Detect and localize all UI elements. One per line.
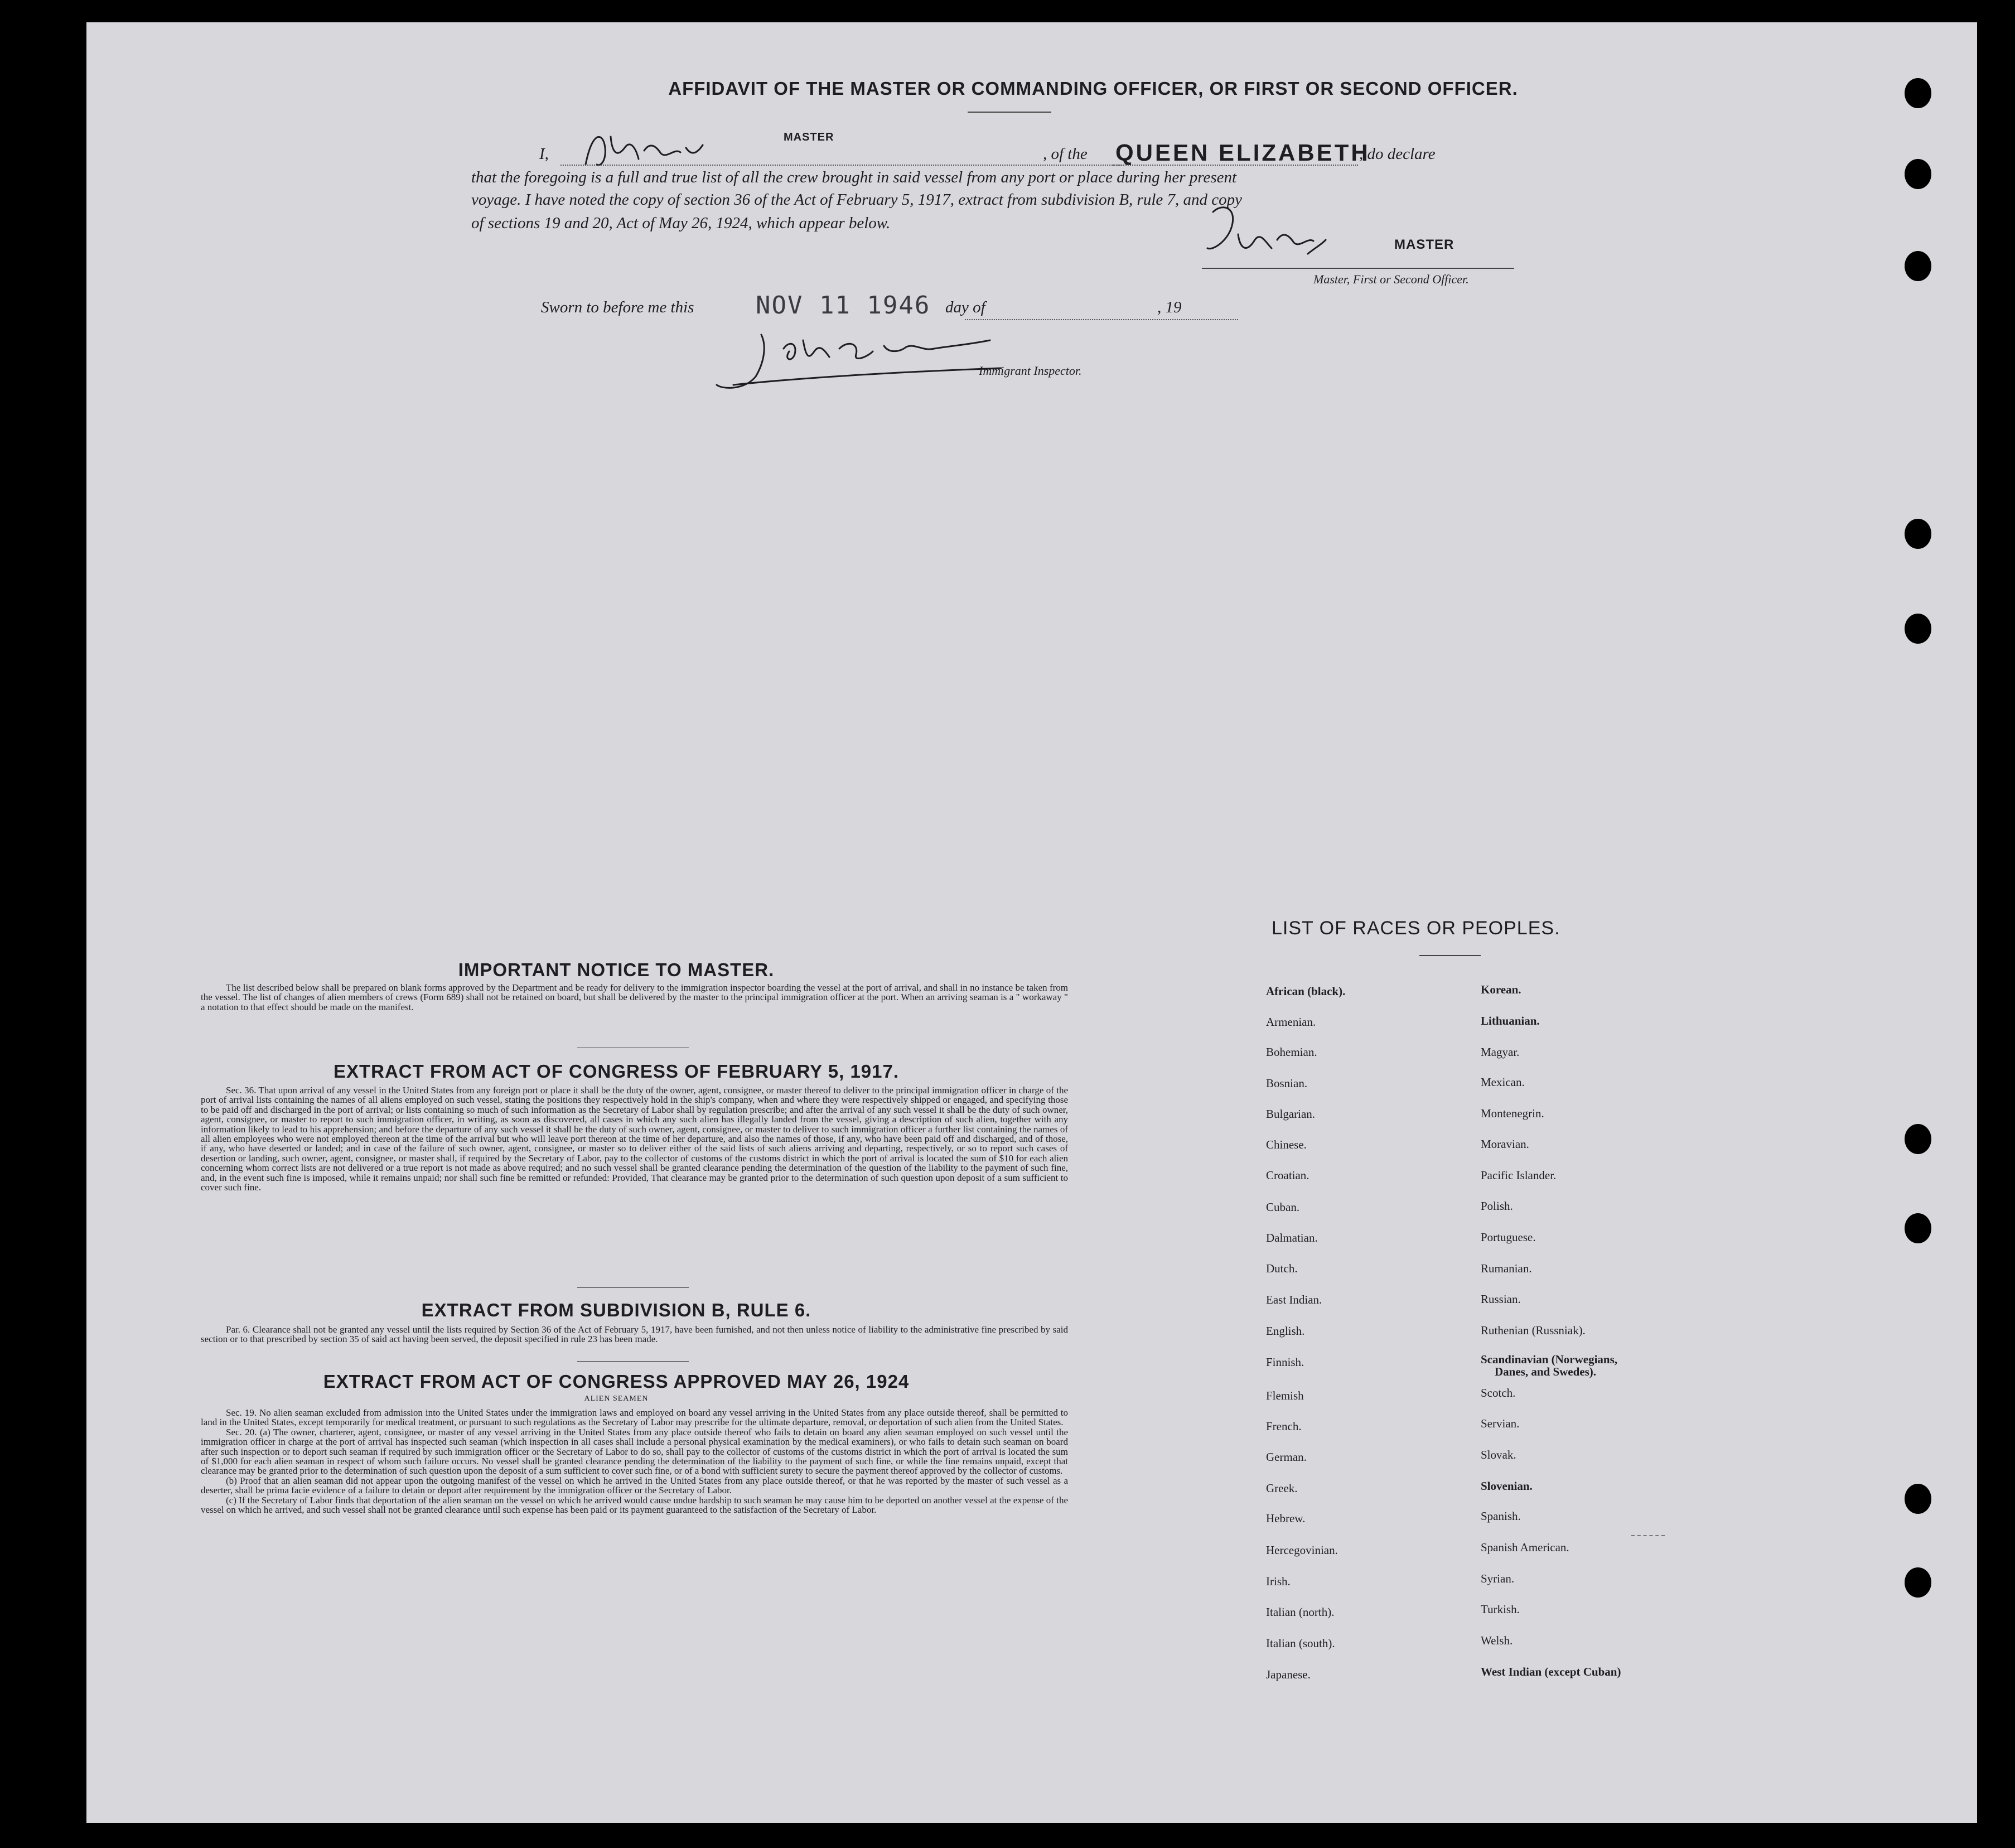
race-item: Mexican. — [1481, 1075, 1525, 1089]
binder-hole — [1905, 1124, 1931, 1154]
extract-1924-title: EXTRACT FROM ACT OF CONGRESS APPROVED MAY 26, 1924 — [323, 1371, 910, 1392]
extract-rule6-title: EXTRACT FROM SUBDIVISION B, RULE 6. — [421, 1300, 811, 1320]
race-item: West Indian (except Cuban) — [1481, 1665, 1621, 1678]
race-item: Scotch. — [1481, 1386, 1516, 1400]
race-item: Italian (south). — [1266, 1637, 1335, 1650]
vessel-name: QUEEN ELIZABETH — [1115, 139, 1370, 166]
binder-hole — [1905, 159, 1931, 189]
race-item: Welsh. — [1481, 1634, 1513, 1647]
race-item: Scandinavian (Norwegians, — [1481, 1353, 1618, 1366]
race-item: Ruthenian (Russniak). — [1481, 1324, 1586, 1337]
binder-hole — [1905, 519, 1931, 549]
race-item: Greek. — [1266, 1482, 1298, 1495]
race-item: Japanese. — [1266, 1668, 1311, 1681]
notice-title: IMPORTANT NOTICE TO MASTER. — [458, 959, 775, 980]
affidavit-line-2: voyage. I have noted the copy of section 36 of the Act of February 5, 1917, extract from subdivision B, rule 7, and copy — [471, 191, 1243, 209]
master-stamp-1: MASTER — [784, 131, 834, 143]
extract-rule6-body — [201, 1325, 1068, 1344]
race-item: African (black). — [1266, 985, 1346, 998]
binder-hole — [1905, 614, 1931, 644]
sworn-date-stamp: NOV 11 1946 — [756, 291, 931, 320]
race-item: Irish. — [1266, 1575, 1291, 1588]
binder-hole — [1905, 1484, 1931, 1514]
race-item: German. — [1266, 1450, 1307, 1464]
race-item: Syrian. — [1481, 1572, 1515, 1585]
races-title-underline — [1419, 955, 1481, 956]
affidavit-title: AFFIDAVIT OF THE MASTER OR COMMANDING OFFICER, OR FIRST OR SECOND OFFICER. — [668, 78, 1518, 99]
race-item: Rumanian. — [1481, 1262, 1532, 1275]
race-item: English. — [1266, 1324, 1305, 1338]
race-item: Lithuanian. — [1481, 1014, 1540, 1027]
inspector-caption: Immigrant Inspector. — [979, 364, 1082, 378]
title-underline — [968, 112, 1051, 113]
race-item: Russian. — [1481, 1292, 1521, 1306]
race-item: Flemish — [1266, 1389, 1304, 1402]
notice-body — [201, 983, 1068, 1012]
document-page — [86, 22, 1977, 1823]
race-item: Finnish. — [1266, 1355, 1304, 1369]
master-signature-2 — [1196, 201, 1330, 262]
sec-20c-paragraph: (c) If the Secretary of Labor finds that deportation of the alien seaman on the vessel on which he arrived would cause undue hardship to such seaman he may cause him to be deported on another vessel at the expense of the vessel on which he arrived, and such vessel shall not be granted clearance until such expense has been paid or its payment guaranteed to the satisfaction of the Secretary of Labor. — [201, 1494, 1068, 1516]
month-line — [965, 319, 1238, 320]
divider — [577, 1287, 689, 1288]
do-declare: , do declare — [1359, 145, 1436, 163]
affidavit-line-3: of sections 19 and 20, Act of May 26, 1924, which appear below. — [471, 214, 891, 232]
race-item: Croatian. — [1266, 1169, 1309, 1182]
binder-hole — [1905, 251, 1931, 281]
extract-1924-body — [201, 1408, 1068, 1514]
race-item: Cuban. — [1266, 1200, 1300, 1214]
race-item: Dalmatian. — [1266, 1231, 1318, 1244]
year-prefix: , 19 — [1157, 298, 1182, 316]
race-item: Slovak. — [1481, 1448, 1516, 1461]
race-item: Turkish. — [1481, 1603, 1520, 1616]
race-item: Pacific Islander. — [1481, 1169, 1557, 1182]
notice-paragraph: The list described below shall be prepared on blank forms approved by the Department and be ready for delivery to the immigration inspector boarding the vessel at the port of arrival, and shall in no instance be taken from the vessel. The list of changes of alien members of crews (Form 689) shall not be retained on board, but shall be delivered by the master to the principal immigration officer at the port. When an arriving seaman is a " workaway " a notation to that effect should be made on the manifest. — [201, 982, 1068, 1012]
extract-rule6-paragraph: Par. 6. Clearance shall not be granted any vessel until the lists required by Section 36 of the Act of February 5, 1917, have been furnished, and not then unless notice of liability to the administrative fine prescribed by said section or to that prescribed by section 35 of said act having been served, the deposit specified in rule 23 has been made. — [201, 1324, 1068, 1345]
officer-signature-line — [1202, 268, 1514, 269]
master-stamp-2: MASTER — [1394, 237, 1455, 252]
race-item: Armenian. — [1266, 1015, 1316, 1029]
race-item: Danes, and Swedes). — [1495, 1365, 1597, 1378]
race-item: East Indian. — [1266, 1293, 1322, 1306]
sec-20a-paragraph: Sec. 20. (a) The owner, charterer, agent, consignee, or master of any vessel arriving in the United States from any place outside thereof who fails to detain on board any alien seaman employed on such vessel until the immigration officer in charge at the port of arrival has inspected such seaman (which inspection in all cases shall include a personal physical examination by the medical examiners), or who fails to detain such seaman on board after such inspection or to deport such seaman if required by such immigration officer or the Secretary of Labor to do so, shall pay to the collector of customs of the customs district in which the port of arrival is located the sum of $1,000 for each alien seaman in respect of whom such failure occurs. No vessel shall be granted clearance pending the determination of the liability to the payment of such fine, or while the fine remains unpaid, except that clearance may be granted prior to the determination of such question upon the deposit of a sum sufficient to cover such fine, or of a bond with sufficient surety to secure the payment thereof approved by the collector of customs. — [201, 1426, 1068, 1477]
divider — [577, 1361, 689, 1362]
race-item: Bohemian. — [1266, 1045, 1317, 1059]
race-item: Spanish American. — [1481, 1541, 1569, 1554]
race-item: Bosnian. — [1266, 1077, 1308, 1090]
race-item: Bulgarian. — [1266, 1107, 1316, 1121]
race-item: Moravian. — [1481, 1137, 1529, 1151]
race-item: Portuguese. — [1481, 1231, 1536, 1244]
race-item: Dutch. — [1266, 1262, 1298, 1275]
race-item: Montenegrin. — [1481, 1107, 1544, 1120]
inspector-signature — [700, 324, 1012, 396]
binder-hole — [1905, 1567, 1931, 1598]
officer-caption: Master, First or Second Officer. — [1313, 272, 1469, 286]
race-item: Hercegovinian. — [1266, 1543, 1338, 1557]
of-the-label: , of the — [1043, 145, 1088, 163]
i-label: I, — [539, 145, 549, 163]
extract-1917-paragraph: Sec. 36. That upon arrival of any vessel in the United States from any foreign port or place it shall be the duty of the owner, agent, consignee, or master thereof to deliver to the principal immigration officer in charge of the port of arrival lists containing the names of all aliens employed on such vessel, stating the positions they respectively hold in the ship's company, when and where they were respectively shipped or engaged, and specifying those to be paid off and discharged in the port of arrival; or lists containing so much of such information as the Secretary of Labor shall by regulation prescribe; and after the arrival of any such vessel it shall be the duty of such owner, agent, consignee, or master to report to such immigration officer, in writing, as soon as discovered, all cases in which any such alien has illegally landed from the vessel, giving a description of such alien, together with any information likely to lead to his apprehension; and before the departure of any such vessel it shall be the duty of such owner, agent, consignee, or master to deliver to such immigration officer a further list containing the names of all alien employees who were not employed thereon at the time of the arrival but who will leave port thereon at the time of her departure, and also the names of those, if any, who have been paid off and discharged, and of those, if any, who have deserted or landed; and in case of the failure of such owner, agent, consignee, or master so to deliver either of the said lists of such aliens arriving and departing, respectively, or so to report such cases of desertion or landing, such owner, agent, consignee, or master shall, if required by the Secretary of Labor, pay to the collector of customs of the customs district in which the port of arrival is located the sum of $10 for each alien concerning whom correct lists are not delivered or a true report is not made as above required; and no such vessel shall be granted clearance pending the determination of the question of the liability to the payment of such fine, and, in the event such fine is imposed, while it remains unpaid; nor shall such fine be remitted or refunded: Provided, That clearance may be granted prior to the determination of such question upon deposit of a sum sufficient to cover such fine. — [201, 1085, 1068, 1193]
race-item: Spanish. — [1481, 1509, 1521, 1523]
race-item: Magyar. — [1481, 1045, 1520, 1059]
race-item: Slovenian. — [1481, 1479, 1533, 1493]
sec-19-paragraph: Sec. 19. No alien seaman excluded from admission into the United States under the immigration laws and employed on board any vessel arriving in the United States from any place outside thereof, shall be permitted to land in the United States, except temporarily for medical treatment, or pursuant to such regulations as the Secretary of Labor may prescribe for the ultimate departure, removal, or deportation of such alien from the United States. — [201, 1407, 1068, 1428]
extract-1917-body — [201, 1085, 1068, 1192]
races-title: LIST OF RACES OR PEOPLES. — [1272, 918, 1560, 939]
day-of-label: day of — [945, 298, 985, 316]
affidavit-line-1: that the foregoing is a full and true list of all the crew brought in said vessel from any port or place during her present — [471, 168, 1237, 186]
race-item: Italian (north). — [1266, 1605, 1335, 1619]
race-item: Chinese. — [1266, 1138, 1307, 1151]
margin-mark — [1631, 1534, 1665, 1536]
extract-1924-subtitle: ALIEN SEAMEN — [584, 1395, 649, 1403]
race-item: Hebrew. — [1266, 1512, 1306, 1525]
race-item: Korean. — [1481, 983, 1521, 996]
race-item: Servian. — [1481, 1417, 1520, 1430]
race-item: Polish. — [1481, 1199, 1513, 1213]
race-item: French. — [1266, 1420, 1302, 1433]
binder-hole — [1905, 78, 1931, 108]
binder-hole — [1905, 1213, 1931, 1243]
sec-20b-paragraph: (b) Proof that an alien seaman did not appear upon the outgoing manifest of the vessel on which he arrived in the United States from any place outside thereof, or that he was reported by the master of such vessel as a deserter, shall be prima facie evidence of a failure to detain or deport after requirement by the immigration officer or the Secretary of Labor. — [201, 1475, 1068, 1496]
vessel-line — [1113, 165, 1358, 166]
master-name-line — [560, 165, 1124, 166]
extract-1917-title: EXTRACT FROM ACT OF CONGRESS OF FEBRUARY 5, 1917. — [333, 1061, 900, 1082]
sworn-prefix: Sworn to before me this — [541, 298, 694, 316]
